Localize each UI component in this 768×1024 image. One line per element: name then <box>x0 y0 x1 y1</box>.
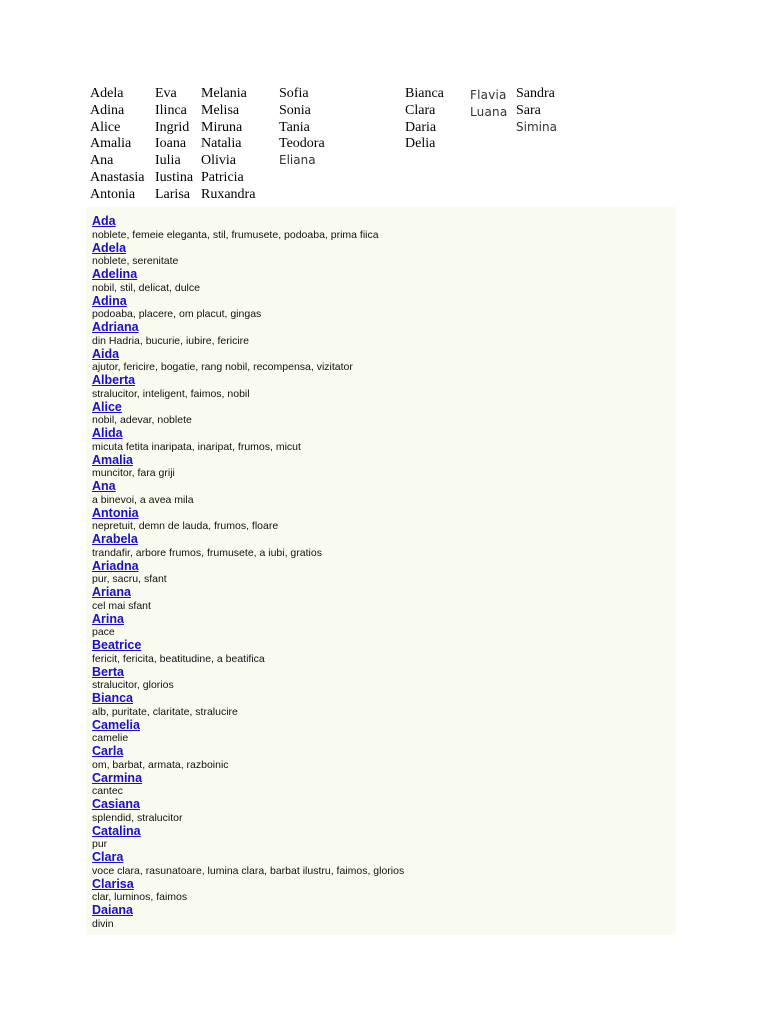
entry-name-link[interactable]: Carla <box>92 744 124 758</box>
entry-meaning: clar, luminos, faimos <box>92 891 188 903</box>
entry-meaning: muncitor, fara griji <box>92 467 175 479</box>
names-column-1 <box>90 86 144 204</box>
entry-name-link[interactable]: Carmina <box>92 770 143 785</box>
entry-meaning: splendid, stralucitor <box>92 811 183 824</box>
name-meanings-list <box>86 207 676 935</box>
entry-meaning: alb, puritate, claritate, stralucire <box>92 705 238 718</box>
list-item <box>92 878 676 905</box>
name-item: Melisa <box>201 102 240 118</box>
list-item <box>92 215 676 242</box>
list-item <box>92 639 676 666</box>
name-item: Alice <box>90 119 121 135</box>
name-item: Melania <box>201 86 247 101</box>
name-item: Ruxandra <box>201 186 256 202</box>
entry-name-link[interactable]: Clara <box>92 850 124 864</box>
names-column-6 <box>470 87 507 120</box>
list-item <box>92 507 676 534</box>
list-item <box>92 533 676 560</box>
name-item: Iustina <box>155 169 194 185</box>
entry-meaning: trandafir, arbore frumos, frumusete, a iubi, gratios <box>92 546 322 559</box>
entry-meaning: ajutor, fericire, bogatie, rang nobil, recompensa, vizitator <box>92 361 353 373</box>
names-column-2 <box>155 86 193 204</box>
entry-meaning: pace <box>92 626 115 638</box>
name-item: Bianca <box>405 86 444 101</box>
list-item <box>92 480 676 507</box>
entry-meaning: divin <box>92 917 114 930</box>
entry-name-link[interactable]: Adelina <box>92 267 138 281</box>
name-item: Sandra <box>516 86 555 101</box>
entry-meaning: noblete, serenitate <box>92 255 179 267</box>
name-item: Ilinca <box>155 102 187 118</box>
list-item <box>92 348 676 375</box>
entry-meaning: camelie <box>92 732 129 744</box>
entry-name-link[interactable]: Daiana <box>92 903 133 917</box>
list-item <box>92 268 676 295</box>
entry-name-link[interactable]: Alberta <box>92 373 136 387</box>
entry-name-link[interactable]: Camelia <box>92 717 140 732</box>
entry-name-link[interactable]: Amalia <box>92 452 133 467</box>
entry-name-link[interactable]: Ariana <box>92 585 131 599</box>
list-item <box>92 560 676 587</box>
names-column-5 <box>405 86 444 153</box>
entry-name-link[interactable]: Aida <box>92 346 120 361</box>
list-item <box>92 798 676 825</box>
list-item <box>92 295 676 322</box>
entry-meaning: nepretuit, demn de lauda, frumos, floare <box>92 520 279 532</box>
entry-name-link[interactable]: Clarisa <box>92 876 134 891</box>
entry-name-link[interactable]: Bianca <box>92 691 133 705</box>
name-item: Amalia <box>90 136 132 152</box>
entry-meaning: pur <box>92 838 108 850</box>
name-item: Flavia <box>470 88 507 102</box>
list-item <box>92 851 676 878</box>
entry-name-link[interactable]: Adina <box>92 293 127 308</box>
entry-meaning: stralucitor, inteligent, faimos, nobil <box>92 387 250 400</box>
name-simina: Simina <box>516 120 557 134</box>
entry-name-link[interactable]: Adriana <box>92 320 139 334</box>
entry-name-link[interactable]: Ada <box>92 214 116 228</box>
name-item: Miruna <box>201 119 243 135</box>
entry-meaning: cantec <box>92 785 123 797</box>
list-item <box>92 719 676 746</box>
entry-name-link[interactable]: Berta <box>92 664 124 679</box>
name-item: Adela <box>90 86 124 101</box>
name-item: Ingrid <box>155 119 190 135</box>
list-item <box>92 321 676 348</box>
entry-meaning: din Hadria, bucurie, iubire, fericire <box>92 334 249 347</box>
list-item <box>92 825 676 852</box>
list-item <box>92 454 676 481</box>
name-item: Sonia <box>279 102 311 118</box>
list-item <box>92 242 676 269</box>
entry-name-link[interactable]: Ariadna <box>92 558 139 573</box>
list-item <box>92 586 676 613</box>
name-item: Daria <box>405 119 437 135</box>
entry-meaning: voce clara, rasunatoare, lumina clara, barbat ilustru, faimos, glorios <box>92 864 405 877</box>
name-item: Teodora <box>279 136 325 152</box>
entries-list <box>86 207 676 931</box>
list-item <box>92 666 676 693</box>
name-item: Delia <box>405 136 436 152</box>
names-column-4 <box>279 86 325 153</box>
name-item: Tania <box>279 119 310 135</box>
entry-name-link[interactable]: Adela <box>92 240 127 255</box>
list-item <box>92 613 676 640</box>
entry-meaning: micuta fetita inaripata, inaripat, frumos, micut <box>92 440 301 453</box>
entry-name-link[interactable]: Ana <box>92 479 116 493</box>
list-item <box>92 692 676 719</box>
name-item: Iulia <box>155 153 181 169</box>
name-item: Olivia <box>201 153 236 169</box>
list-item <box>92 904 676 931</box>
names-grid <box>0 0 768 210</box>
names-column-3 <box>201 86 255 204</box>
name-item: Anastasia <box>90 169 145 185</box>
name-item: Larisa <box>155 186 190 202</box>
entry-meaning: pur, sacru, sfant <box>92 573 167 585</box>
entry-meaning: om, barbat, armata, razboinic <box>92 758 229 771</box>
name-eliana: Eliana <box>279 153 316 167</box>
list-item <box>92 427 676 454</box>
entry-meaning: noblete, femeie eleganta, stil, frumusete, podoaba, prima fiica <box>92 228 379 241</box>
entry-name-link[interactable]: Beatrice <box>92 638 142 652</box>
entry-name-link[interactable]: Arabela <box>92 532 138 546</box>
entry-name-link[interactable]: Arina <box>92 611 124 626</box>
name-item: Patricia <box>201 169 244 185</box>
entry-meaning: stralucitor, glorios <box>92 679 174 691</box>
name-item: Adina <box>90 102 125 118</box>
entry-name-link[interactable]: Catalina <box>92 823 141 838</box>
entry-meaning: a binevoi, a avea mila <box>92 493 194 506</box>
entry-meaning: cel mai sfant <box>92 599 151 612</box>
entry-name-link[interactable]: Alida <box>92 426 123 440</box>
name-item: Eva <box>155 86 177 101</box>
entry-name-link[interactable]: Antonia <box>92 505 139 520</box>
name-item: Sara <box>516 102 541 118</box>
list-item <box>92 772 676 799</box>
name-item: Antonia <box>90 186 136 202</box>
entry-meaning: nobil, adevar, noblete <box>92 414 192 426</box>
entry-name-link[interactable]: Alice <box>92 399 122 414</box>
list-item <box>92 374 676 401</box>
name-item: Sofia <box>279 86 309 101</box>
entry-meaning: fericit, fericita, beatitudine, a beatifica <box>92 652 265 665</box>
list-item <box>92 401 676 428</box>
entry-name-link[interactable]: Casiana <box>92 797 140 811</box>
entry-meaning: podoaba, placere, om placut, gingas <box>92 308 262 320</box>
name-item: Natalia <box>201 136 242 152</box>
names-column-7 <box>516 86 555 120</box>
name-item: Ana <box>90 153 114 169</box>
name-item: Clara <box>405 102 436 118</box>
entry-meaning: nobil, stil, delicat, dulce <box>92 281 200 294</box>
list-item <box>92 745 676 772</box>
name-item: Ioana <box>155 136 187 152</box>
name-item: Luana <box>470 104 508 119</box>
